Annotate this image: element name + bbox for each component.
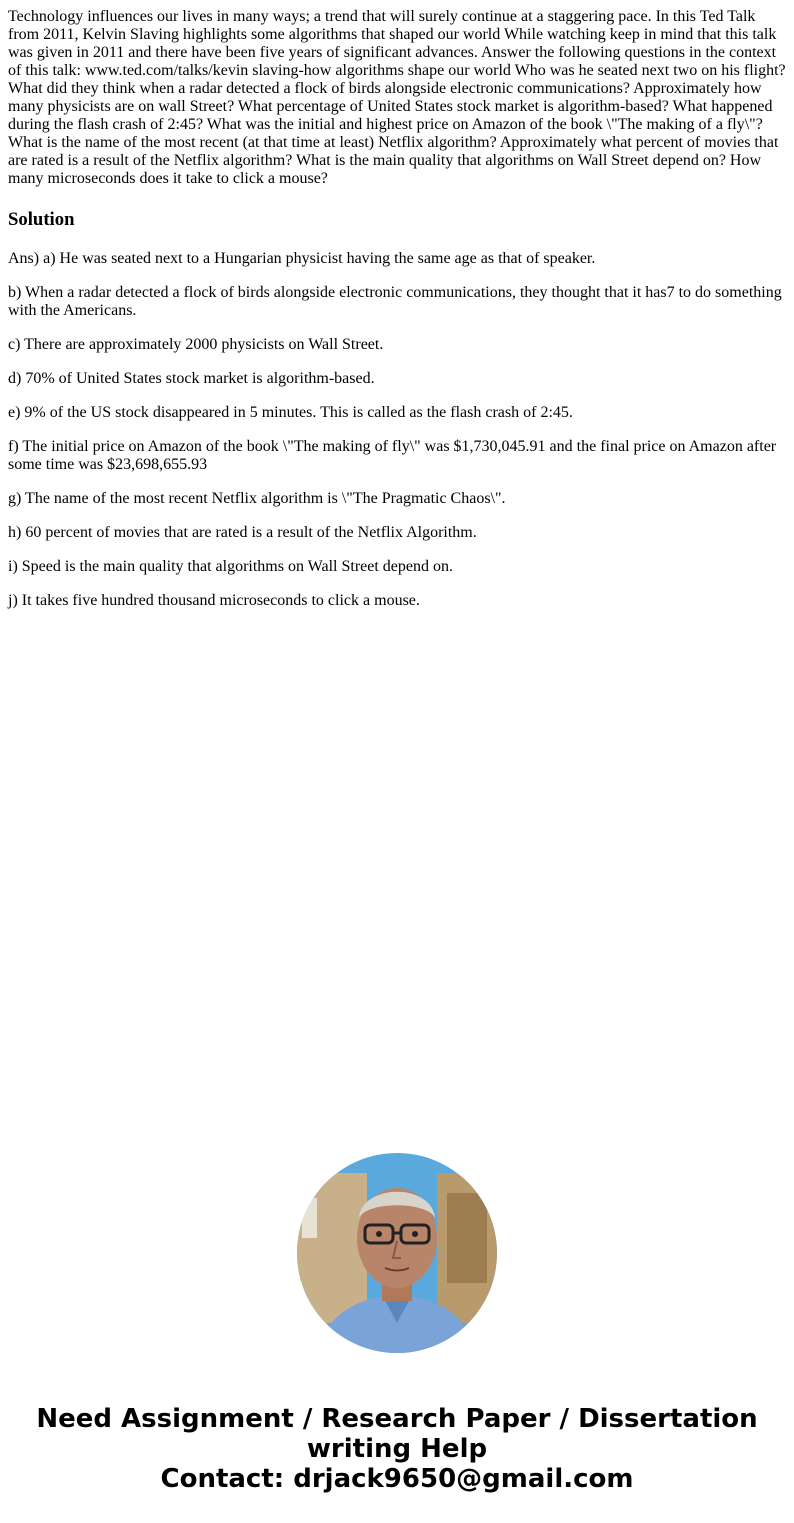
answer-a: Ans) a) He was seated next to a Hungarian physicist having the same age as that of speaker. [8, 250, 596, 267]
question-text: Technology influences our lives in many ways; a trend that will surely continue at a staggering pace. In this Ted Talk from 2011, Kelvin Slaving highlights some algorithms that shaped our world While watching keep in mind that this talk was given in 2011 and there have been five years of significant advances. Answer the following questions in the context of this talk: www.ted.com/talks/kevin slaving-how algorithms shape our world Who was he seated next two on his flight? What did they think when a radar detected a flock of birds alongside electronic communications? Approximately how many physicists are on wall Street? What percentage of United States stock market is algorithm-based? What happened during the flash crash of 2:45? What was the initial and highest price on Amazon of the book \"The making of a fly\"? What is the name of the most recent (at that time at least) Netflix algorithm? Approximately what percent of movies that are rated is a result of the Netflix algorithm? What is the main quality that algorithms on Wall Street depend on? How many microseconds does it take to click a mouse? [8, 8, 786, 187]
answer-h: h) 60 percent of movies that are rated is a result of the Netflix Algorithm. [8, 524, 477, 541]
contact-footer [0, 1404, 794, 1494]
solution-heading: Solution [8, 209, 75, 230]
author-photo [297, 1153, 497, 1353]
answer-f: f) The initial price on Amazon of the book \"The making of fly\" was $1,730,045.91 and the final price on Amazon after some time was $23,698,655.93 [8, 438, 777, 473]
answer-g: g) The name of the most recent Netflix algorithm is \"The Pragmatic Chaos\". [8, 490, 506, 507]
answer-c: c) There are approximately 2000 physicists on Wall Street. [8, 336, 384, 353]
answer-d: d) 70% of United States stock market is algorithm-based. [8, 370, 375, 387]
answer-j: j) It takes five hundred thousand microseconds to click a mouse. [8, 592, 420, 609]
answer-e: e) 9% of the US stock disappeared in 5 minutes. This is called as the flash crash of 2:45. [8, 404, 573, 421]
footer-line-2: writing Help [306, 1434, 488, 1464]
footer-line-1: Need Assignment / Research Paper / Dissertation [36, 1404, 758, 1434]
author-avatar [297, 1153, 497, 1353]
answer-b: b) When a radar detected a flock of birds alongside electronic communications, they thought that it has7 to do something with the Americans. [8, 284, 782, 319]
document-body [8, 8, 787, 626]
footer-contact-email: Contact: drjack9650@gmail.com [160, 1464, 634, 1494]
answer-i: i) Speed is the main quality that algorithms on Wall Street depend on. [8, 558, 453, 575]
